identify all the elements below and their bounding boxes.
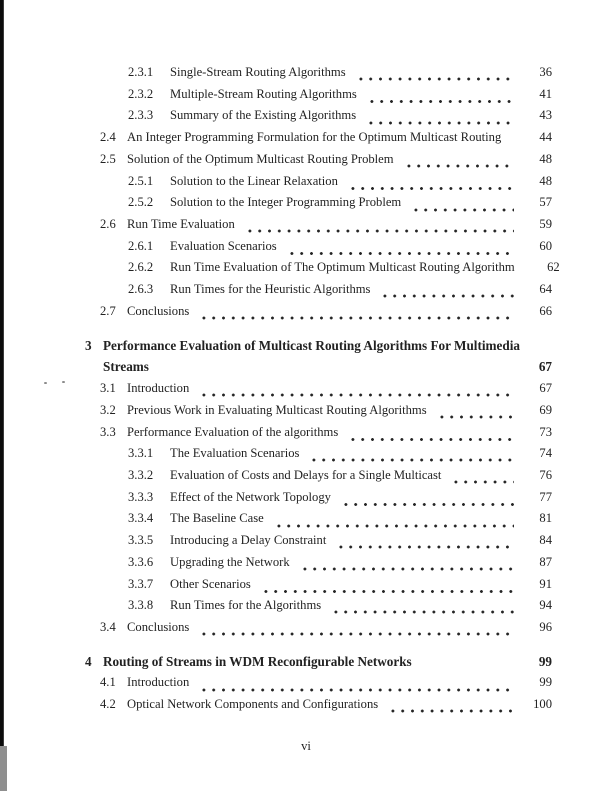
toc-entry <box>85 149 552 171</box>
toc-entry-title: Effect of the Network Topology <box>170 489 331 504</box>
toc-entry-number: 2.3.3 <box>128 108 154 123</box>
toc-entry-number: 3.3.1 <box>128 446 154 461</box>
toc-entry-number: 3.3.8 <box>128 598 154 613</box>
toc-entry <box>85 301 552 323</box>
speck-artifact <box>44 382 47 384</box>
dot-leader <box>377 279 514 301</box>
toc-entry-title: Upgrading the Network <box>170 554 290 569</box>
dot-leader <box>284 236 514 258</box>
toc-entry-number: 2.5.2 <box>128 195 154 210</box>
toc-entry-number: 3.3.5 <box>128 533 154 548</box>
dot-leader <box>258 574 514 596</box>
toc-entry-title: Evaluation of Costs and Delays for a Single Multicast <box>170 467 442 482</box>
toc-entry-title: Evaluation Scenarios <box>170 238 277 253</box>
toc-entry <box>85 335 552 357</box>
toc-entry-number: 4.1 <box>100 675 116 690</box>
toc-entry-number: 3.3.2 <box>128 467 154 482</box>
toc-entry-page: 59 <box>539 217 552 232</box>
toc-entry-number: 2.6.2 <box>128 260 154 275</box>
toc-entry-page: 69 <box>539 402 552 417</box>
toc-entry <box>85 257 560 279</box>
dot-leader <box>338 487 514 509</box>
toc-entry <box>85 552 552 574</box>
dot-leader <box>196 301 514 323</box>
dot-leader <box>385 694 514 716</box>
toc-entry-title: The Evaluation Scenarios <box>170 446 300 461</box>
toc-list <box>85 62 560 716</box>
dot-leader <box>333 530 514 552</box>
dot-leader <box>242 214 514 236</box>
page-footer-number: vi <box>301 739 311 753</box>
toc-entry-title: The Baseline Case <box>170 511 264 526</box>
toc-entry-page: 66 <box>539 303 552 318</box>
toc-entry-number: 2.6 <box>100 217 116 232</box>
toc-entry-number: 4.2 <box>100 697 116 712</box>
toc-entry-page: 74 <box>539 446 552 461</box>
toc-entry <box>85 672 552 694</box>
toc-entry-title: Introduction <box>127 381 190 396</box>
toc-entry <box>85 651 552 673</box>
scan-edge-artifact <box>0 0 4 746</box>
toc-entry-page: 48 <box>539 151 552 166</box>
toc-entry-title: Run Time Evaluation of The Optimum Multicast Routing Algorithm <box>170 260 515 275</box>
toc-entry-number: 3.3.4 <box>128 511 154 526</box>
dot-leader <box>196 672 514 694</box>
toc-entry-page: 96 <box>539 619 552 634</box>
toc-entry-title: Solution of the Optimum Multicast Routing Problem <box>127 151 394 166</box>
toc-entry-page: 41 <box>539 86 552 101</box>
toc-entry-page: 67 <box>539 381 552 396</box>
toc-entry-continued <box>85 356 552 378</box>
dot-leader <box>448 465 514 487</box>
toc-entry-title: Run Times for the Algorithms <box>170 598 322 613</box>
dot-leader <box>408 192 514 214</box>
toc-entry-number: 2.5 <box>100 151 116 166</box>
toc-entry-number: 3.4 <box>100 619 116 634</box>
toc-entry-number: 2.3.1 <box>128 65 154 79</box>
toc-entry-page: 77 <box>539 489 552 504</box>
toc-entry <box>85 487 552 509</box>
toc-entry <box>85 84 552 106</box>
toc-entry-page: 57 <box>539 195 552 210</box>
dot-leader <box>508 127 514 149</box>
dot-leader <box>297 552 514 574</box>
toc-entry-title: Streams <box>103 359 149 375</box>
toc-entry-number: 3.1 <box>100 381 116 396</box>
toc-entry-title: Introducing a Delay Constraint <box>170 533 327 548</box>
toc-entry-page: 44 <box>539 130 552 145</box>
toc-entry <box>85 105 552 127</box>
toc-entry-title: Solution to the Linear Relaxation <box>170 173 338 188</box>
toc-entry-page: 48 <box>539 173 552 188</box>
toc-entry-number: 2.7 <box>100 303 116 318</box>
toc-entry-title: Run Time Evaluation <box>127 217 235 232</box>
toc-entry-page: 60 <box>539 238 552 253</box>
toc-entry-page: 99 <box>539 675 552 690</box>
toc-entry-page: 84 <box>539 533 552 548</box>
toc-entry-number: 3.2 <box>100 402 116 417</box>
toc-entry-number: 4 <box>85 653 92 669</box>
toc-entry-page: 43 <box>539 108 552 123</box>
toc-entry-page: 73 <box>539 424 552 439</box>
toc-entry <box>85 192 552 214</box>
toc-entry-number: 3.3 <box>100 424 116 439</box>
toc-entry-title: Routing of Streams in WDM Reconfigurable Networks <box>103 653 412 669</box>
toc-entry-page: 87 <box>539 554 552 569</box>
speck-artifact <box>62 381 65 383</box>
toc-entry-page: 91 <box>539 576 552 591</box>
toc-entry <box>85 574 552 596</box>
toc-entry <box>85 400 552 422</box>
toc-entry-page: 62 <box>547 260 560 275</box>
toc-entry <box>85 617 552 639</box>
toc-entry <box>85 62 552 84</box>
toc-entry-title: Previous Work in Evaluating Multicast Routing Algorithms <box>127 402 427 417</box>
dot-leader <box>306 443 514 465</box>
toc-entry <box>85 530 552 552</box>
toc-entry-number: 2.3.2 <box>128 86 154 101</box>
toc-entry-number: 3.3.6 <box>128 554 154 569</box>
toc-entry <box>85 171 552 193</box>
toc-entry-title: Run Times for the Heuristic Algorithms <box>170 282 371 297</box>
toc-entry-page: 100 <box>533 697 552 712</box>
toc-entry-number: 3.3.7 <box>128 576 154 591</box>
dot-leader <box>364 84 514 106</box>
toc-entry-page: 94 <box>539 598 552 613</box>
toc-entry-number: 3.3.3 <box>128 489 154 504</box>
toc-entry-number: 3 <box>85 337 92 353</box>
toc-entry <box>85 595 552 617</box>
toc-entry-number: 2.4 <box>100 130 116 145</box>
dot-leader <box>196 617 514 639</box>
dot-leader <box>156 356 514 378</box>
toc-entry <box>85 508 552 530</box>
toc-entry-page: 76 <box>539 467 552 482</box>
toc-entry-number: 2.6.3 <box>128 282 154 297</box>
toc-entry <box>85 443 552 465</box>
toc-entry-title: Conclusions <box>127 619 190 634</box>
dot-leader <box>196 378 514 400</box>
dot-leader <box>353 62 514 84</box>
toc-entry-title: Single-Stream Routing Algorithms <box>170 65 346 79</box>
toc-entry-title: An Integer Programming Formulation for the Optimum Multicast Routing <box>127 130 502 145</box>
toc-entry-title: Conclusions <box>127 303 190 318</box>
toc-entry-title: Solution to the Integer Programming Problem <box>170 195 402 210</box>
toc-entry <box>85 214 552 236</box>
toc-entry-page: 64 <box>539 282 552 297</box>
dot-leader <box>328 595 514 617</box>
toc-entry <box>85 694 552 716</box>
toc-entry-title: Performance Evaluation of the algorithms <box>127 424 339 439</box>
toc-entry <box>85 279 552 301</box>
toc-entry-page: 99 <box>538 653 552 669</box>
toc-entry-page: 67 <box>538 359 552 375</box>
toc-entry-number: 2.6.1 <box>128 238 154 253</box>
toc-entry-title: Multiple-Stream Routing Algorithms <box>170 86 357 101</box>
toc-entry-title: Performance Evaluation of Multicast Routing Algorithms For Multimedia <box>103 337 520 353</box>
toc-entry-page: 36 <box>539 65 552 79</box>
toc-entry-title: Other Scenarios <box>170 576 251 591</box>
toc-entry-page: 81 <box>539 511 552 526</box>
toc-entry <box>85 422 552 444</box>
dot-leader <box>401 149 514 171</box>
toc-entry <box>85 127 552 149</box>
toc-entry-title: Summary of the Existing Algorithms <box>170 108 357 123</box>
toc-entry-title: Introduction <box>127 675 190 690</box>
toc-entry-title: Optical Network Components and Configurations <box>127 697 379 712</box>
dot-leader <box>271 508 514 530</box>
dot-leader <box>345 422 514 444</box>
dot-leader <box>345 171 514 193</box>
dot-leader <box>363 105 514 127</box>
toc-entry <box>85 465 552 487</box>
toc-entry <box>85 236 552 258</box>
dot-leader <box>419 651 514 673</box>
dot-leader <box>434 400 514 422</box>
toc-entry-number: 2.5.1 <box>128 173 154 188</box>
toc-entry <box>85 378 552 400</box>
